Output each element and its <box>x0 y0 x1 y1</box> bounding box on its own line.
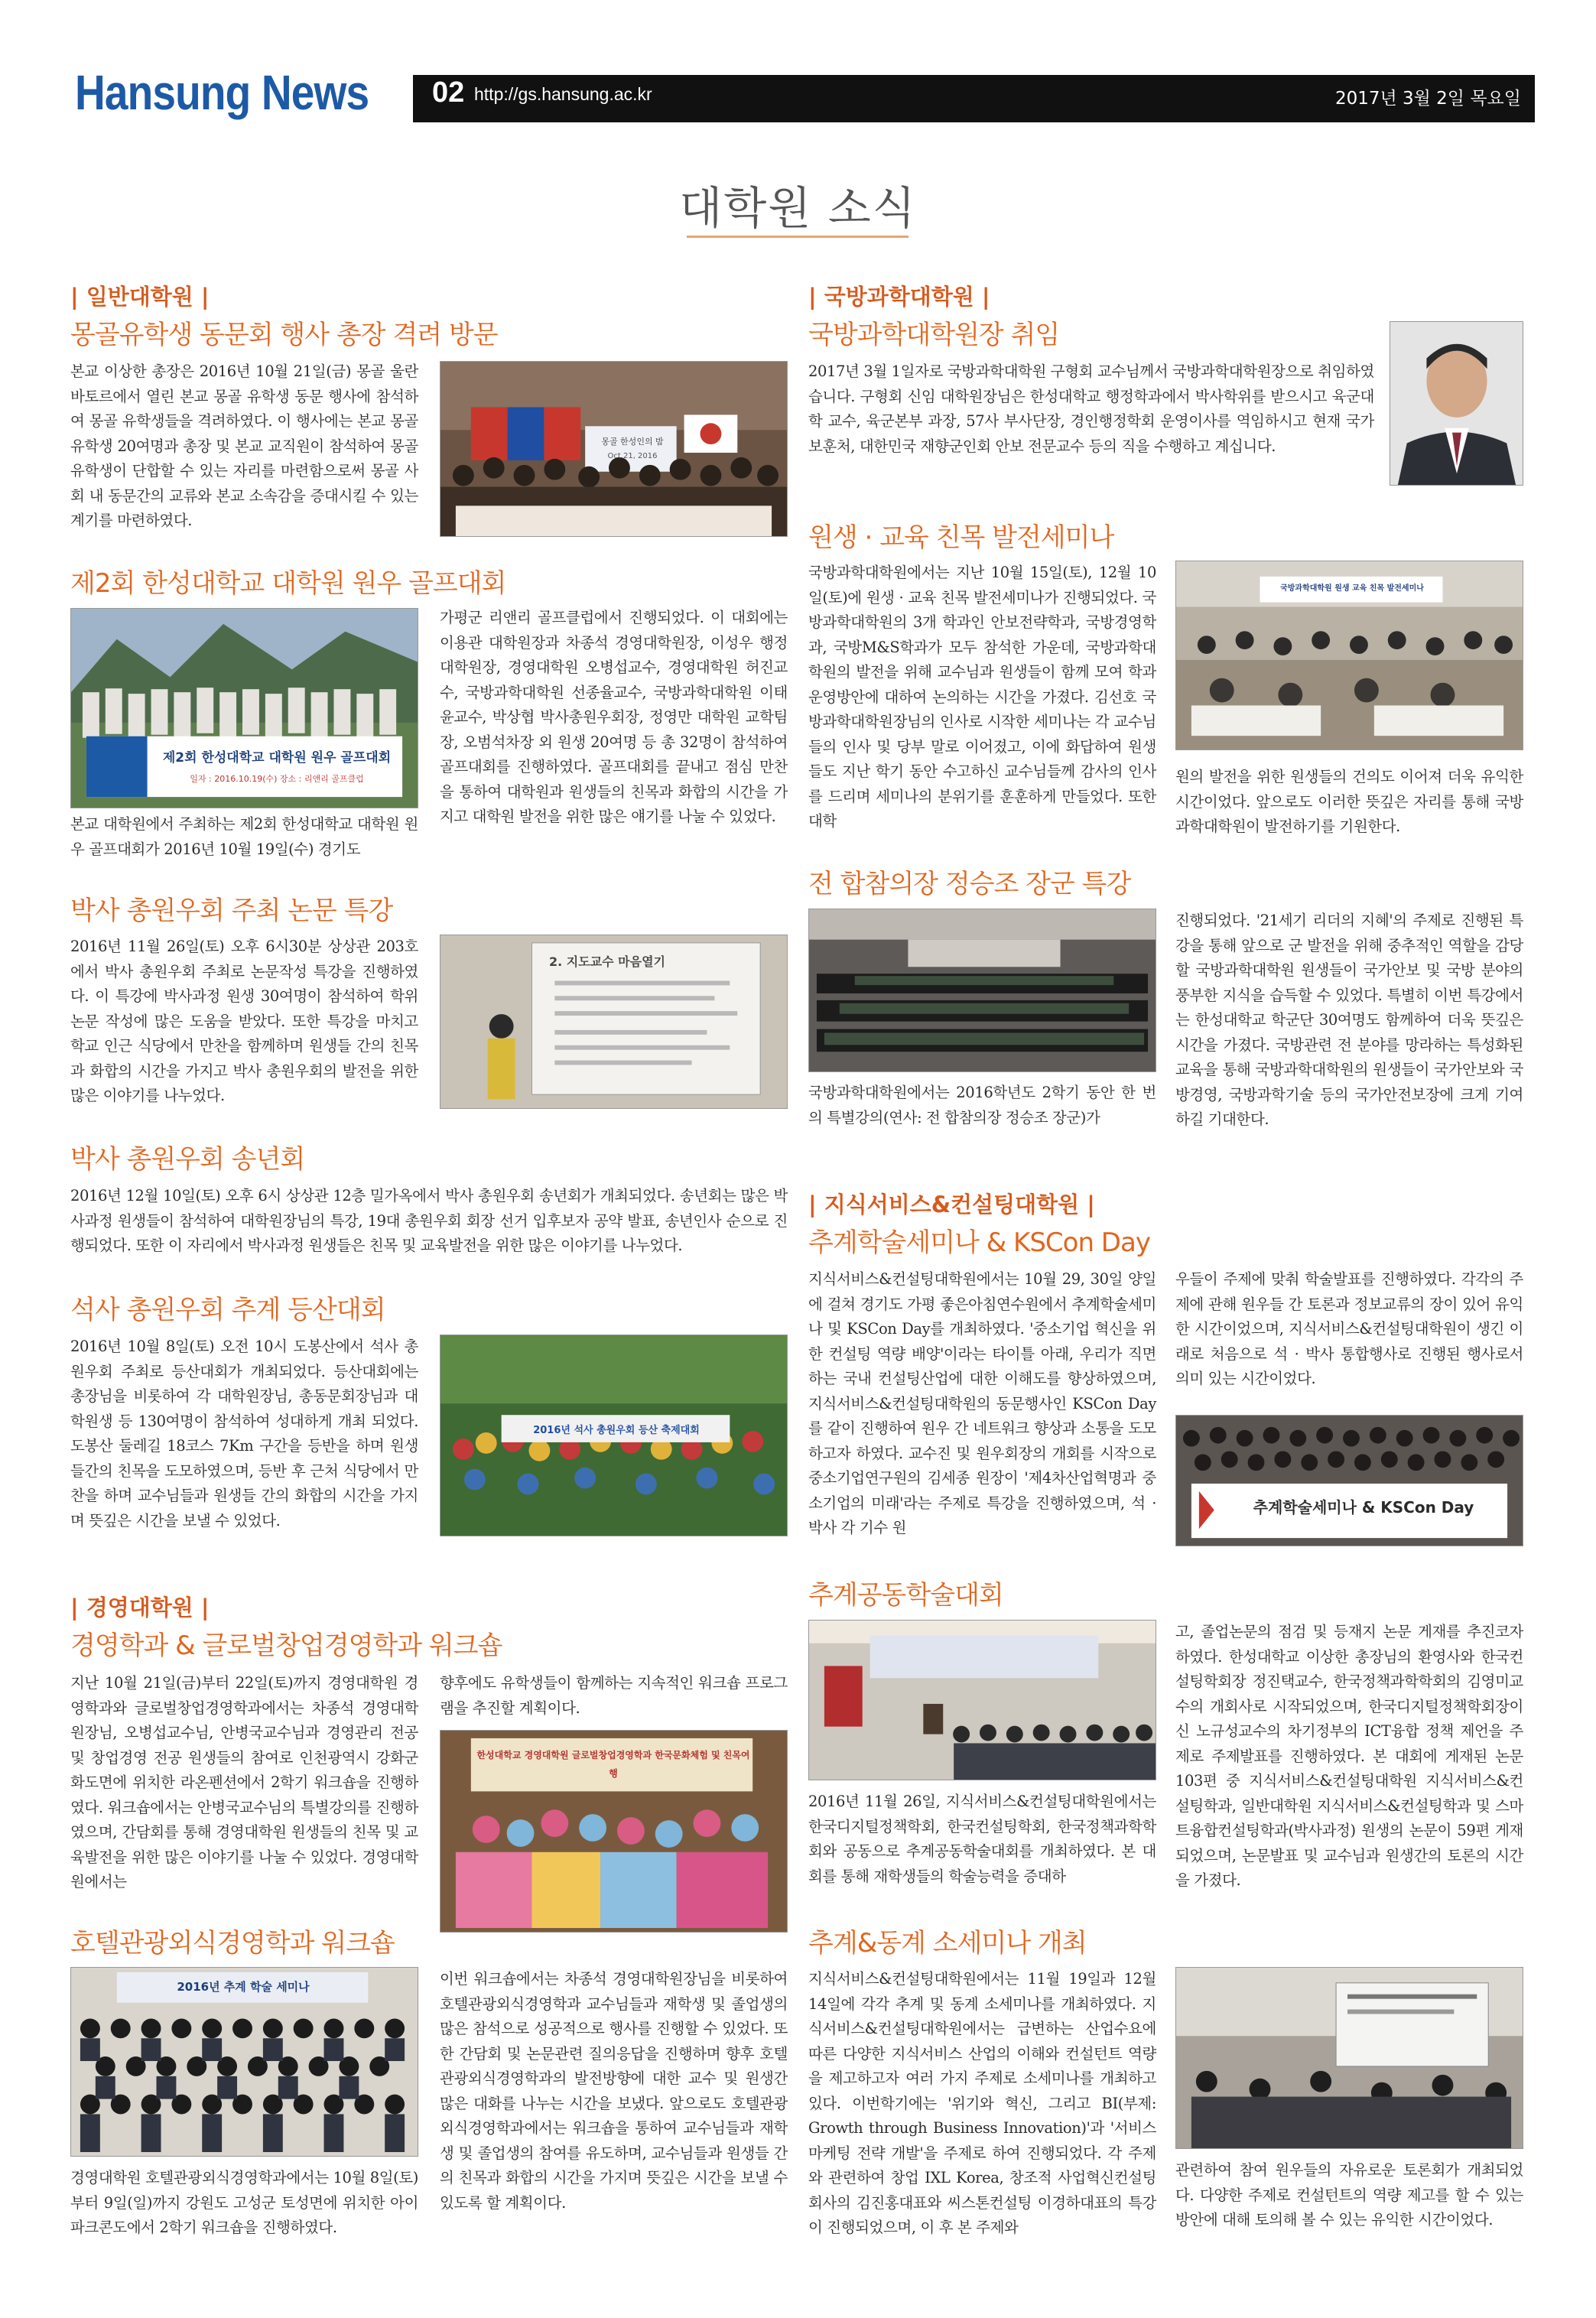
text-kscon-left: 지식서비스&컨설팅대학원에서는 10월 29, 30일 양일에 걸쳐 경기도 가평 좋은아침연수원에서 추계학술세미나 및 KSCon Day를 개최하였다. '중소기업 혁신을 위한 컨설팅 역량 배양'이라는 타이틀 아래, 우리가 직면하는 국내 컨설팅산업에 대한 이해도를 향상하였으며, 지식서비스&컨설팅대학원의 동문행사인 KSCon Day를 같이 진행하여 원우 간 네트워크 향상과 소통을 도모하고자 하였다. 교수진 및 원우회장의 개회를 시작으로 중소기업연구원의 김세종 원장이 '제4차산업혁명과 중소기업의 미래'라는 주제로 특강을 진행하였으며, 석 · 박사 각 기수 원 <box>808 1270 1156 1536</box>
photo-banner-golf: 제2회 한성대학교 대학원 원우 골프대회 <box>162 750 392 766</box>
photo-business-workshop <box>440 1730 788 1933</box>
page-number: 02 <box>432 76 465 109</box>
photo-banner-kscon: 추계학술세미나 & KSCon Day <box>1253 1498 1474 1517</box>
photo-general-lecture <box>808 909 1156 1072</box>
photo-banner-business: 한성대학교 경영대학원 글로벌창업경영학과 한국문화체험 및 친목여행 <box>476 1750 750 1779</box>
heading-kscon-day: 추계학술세미나 & KSCon Day <box>808 1227 1150 1258</box>
text-hotel-workshop-left: 경영대학원 호텔관광외식경영학과에서는 10월 8일(토)부터 9일(일)까지 강원도 고성군 토성면에 위치한 아이파크콘도에서 2학기 워크숍을 진행하였다. <box>70 2169 419 2236</box>
photo-date-mongol: Oct 21, 2016 <box>607 452 658 460</box>
text-defense-seminar-left: 국방과학대학원에서는 지난 10월 15일(토), 12월 10일(토)에 원생 · 교육 친목 발전세미나가 진행되었다. 국방과학대학원의 3개 학과인 안보전략학과, 국방경영학과, 국방M&S학과가 모두 참석한 가운데, 국방과학대학원의 발전을 위해 교수님과 원생들이 함께 모여 학과운영방안에 대하여 논의하는 시간을 가졌다. 김선호 국방과학대학원장님의 인사로 시작한 세미나는 각 교수님들의 인사 및 당부 말로 이어졌고, 이에 화답하여 원생들도 지난 학기 동안 수고하신 교수님들께 감사의 인사를 드리며 세미나의 분위기를 훈훈하게 만들었다. 또한 대학 <box>808 564 1156 830</box>
photo-banner-mongol: 몽골 한성인의 밤 <box>601 437 664 447</box>
text-business-workshop-right: 향후에도 유학생들이 함께하는 지속적인 워크숍 프로그램을 추진할 계획이다. <box>440 1674 788 1717</box>
text-golf-right: 가평군 리앤리 골프클럽에서 진행되었다. 이 대회에는 이용관 대학원장과 차종석 경영대학원장, 이성우 행정대학원장, 경영대학원 오병섭교수, 경영대학원 허진교수, 국방과학대학원 선종율교수, 국방과학대학원 이태윤교수, 박상협 박사총원우회장, 정영만 대학원 교학팀장, 오범석차장 외 원생 20여명 등 총 32명이 참석하여 골프대회를 진행하였다. 골프대회를 끝내고 점심 만찬을 통하여 대학원과 원생들의 친목과 화합의 시간을 가지고 대학원 발전을 위한 많은 얘기를 나눌 수 있었다. <box>440 609 788 825</box>
heading-defense-seminar: 원생 · 교육 친목 발전세미나 <box>808 522 1114 553</box>
text-general-lecture-left: 국방과학대학원에서는 2016학년도 2학기 동안 한 번의 특별강의(연사: 전 합참의장 정승조 장군)가 <box>808 1084 1156 1126</box>
heading-phd-lecture: 박사 총원우회 주최 논문 특강 <box>70 896 393 926</box>
photo-banner-hiking: 2016년 석사 총원우회 등산 축제대회 <box>533 1425 700 1436</box>
site-url[interactable]: http://gs.hansung.ac.kr <box>474 84 652 104</box>
text-phd-lecture: 2016년 11월 26일(토) 오후 6시30분 상상관 203호에서 박사 총원우회 주최로 논문작성 특강을 진행하였다. 이 특강에 박사과정 원생 30여명이 참석하여 학위 논문 작성에 많은 도움을 받았다. 또한 특강을 마치고 학교 인근 식당에서 만찬을 함께하며 원생들 간의 친목과 화합의 시간을 가지고 박사 총원우회의 발전을 위한 많은 이야기를 나누었다. <box>70 938 418 1104</box>
text-masters-hiking: 2016년 10월 8일(토) 오전 10시 도봉산에서 석사 총원우회 주최로 등산대회가 개최되었다. 등산대회에는 총장님을 비롯하여 각 대학원장님, 총동문회장님과 대학원생 등 130여명이 참석하여 성대하게 개최 되었다. 도봉산 둘레길 18코스 7Km 구간을 등반을 하며 원생들간의 친목을 도모하였으며, 등반 후 근처 식당에서 만찬을 하며 교수님들과 원생들 간의 화합의 시간을 가지며 뜻깊은 시간을 보낼 수 있었다. <box>70 1338 418 1530</box>
text-mongol-alumni: 본교 이상한 총장은 2016년 10월 21일(금) 몽골 울란바토르에서 열린 본교 몽골 유학생 동문 행사에 참석하여 몽골 유학생들을 격려하였다. 이 행사에는 본교 몽골 유학생 20여명과 총장 및 본교 교직원이 참석하여 몽골 유학생이 단합할 수 있는 자리를 마련함으로써 몽골 사회 내 동문간의 교류와 본교 소속감을 증대시킬 수 있는 계기를 마련하였다. <box>70 362 418 529</box>
text-mini-seminar-left: 지식서비스&컨설팅대학원에서는 11월 19일과 12월 14일에 각각 추계 및 동계 소세미나를 개최하였다. 지식서비스&컨설팅대학원에서는 급변하는 산업수요에 따른 다양한 지식서비스 산업의 이해와 컨설턴트 역량을 제고하고자 여러 가지 주제로 소세미나를 개최하고 있다. 이번학기에는 '위기와 혁신, 그리고 BI(부제: Growth through Business Innovation)'과 '서비스 마케팅 전략 개발'을 주제로 하여 진행되었다. 각 주제와 관련하여 창업 IXL Korea, 창조적 사업혁신컨설팅 회사의 김진홍대표와 씨스톤컨설팅 이경하대표의 특강이 진행되었으며, 이 후 본 주제와 <box>808 1970 1156 2236</box>
photo-golf-tournament <box>70 608 418 808</box>
photo-mongol-alumni <box>440 361 788 537</box>
photo-masters-hiking <box>440 1335 788 1536</box>
heading-mini-seminar: 추계&동계 소세미나 개최 <box>808 1928 1087 1959</box>
heading-hotel-workshop: 호텔관광외식경영학과 워크숍 <box>70 1928 395 1959</box>
text-business-workshop-left: 지난 10월 21일(금)부터 22일(토)까지 경영대학원 경영학과와 글로벌창업경영학과에서는 차종석 경영대학원장님, 오병섭교수님, 안병국교수님과 경영관리 전공 및 창업경영 전공 원생들의 참여로 인천광역시 강화군 화도면에 위치한 라온펜션에서 2학기 워크숍을 진행하였다. 워크숍에서는 안병국교수님의 특별강의를 진행하였으며, 간담회를 통해 경영대학원 원생들의 친목 및 교육발전을 위한 많은 이야기를 나눌 수 있었다. 경영대학원에서는 <box>70 1674 418 1890</box>
photo-banner-defense-seminar: 국방과학대학원 원생 교육 친목 발전세미나 <box>1280 584 1424 593</box>
photo-banner-hotel: 2016년 추계 학술 세미나 <box>177 1980 310 1994</box>
title-underline <box>687 236 909 238</box>
heading-phd-yearend: 박사 총원우회 송년회 <box>70 1144 305 1175</box>
heading-general-lecture: 전 합참의장 정승조 장군 특강 <box>808 869 1131 899</box>
photo-defense-seminar <box>1175 561 1523 750</box>
category-defense-school: | 국방과학대학원 | <box>808 284 990 310</box>
category-business-school: | 경영대학원 | <box>70 1595 210 1621</box>
text-golf-left: 본교 대학원에서 주최하는 제2회 한성대학교 대학원 원우 골프대회가 2016년 10월 19일(수) 경기도 <box>70 815 418 858</box>
portrait-defense-dean <box>1390 321 1523 486</box>
photo-mini-seminar <box>1175 1967 1523 2149</box>
text-phd-yearend: 2016년 12월 10일(토) 오후 6시 상상관 12층 밀가옥에서 박사 총원우회 송년회가 개최되었다. 송년회는 많은 박사과정 원생들이 참석하여 대학원장님의 특강, 19대 총원우회 회장 선거 입후보자 공약 발표, 송년인사 순으로 진행되었다. 또한 이 자리에서 박사과정 원생들은 친목 및 교육발전을 위한 많은 이야기를 나누었다. <box>70 1187 788 1254</box>
text-hotel-workshop-right: 이번 워크숍에서는 차종석 경영대학원장님을 비롯하여 호텔관광외식경영학과 교수님들과 재학생 및 졸업생의 많은 참석으로 성공적으로 행사를 진행할 수 있었다. 또한 간담회 및 논문관련 질의응답을 진행하며 향후 호텔관광외식경영학과의 발전방향에 대한 교수 및 원생간 많은 대화를 나누는 시간을 보냈다. 앞으로도 호텔관광외식경영학과에서는 워크숍을 통하여 교수님들과 재학생 및 졸업생의 참여를 유도하며, 교수님들과 원생들 간의 친목과 화합의 시간을 가지며 뜻깊은 시간을 보낼 수 있도록 할 계획이다. <box>440 1970 788 2212</box>
photo-phd-lecture <box>440 935 788 1109</box>
text-joint-conference-right: 고, 졸업논문의 점검 및 등재지 논문 게재를 추진코자 하였다. 한성대학교 이상한 총장님의 환영사와 한국컨설팅학회장 정진택교수, 한국정책과학학회의 김영미교수의 개회사로 시작되었으며, 한국디지털정책학회장이신 노규성교수의 차기정부의 ICT융합 정책 제언을 주제로 주제발표를 진행하였다. 본 대회에 게재된 논문 103편 중 지식서비스&컨설팅대학원 지식서비스&컨설팅학과, 일반대학원 지식서비스&컨설팅학과 및 스마트융합컨설팅학과(박사과정) 원생의 논문이 59편 게재되었으며, 논문발표 및 교수님과 원생간의 토론의 시간을 가졌다. <box>1175 1623 1523 1889</box>
heading-defense-dean: 국방과학대학원장 취임 <box>808 320 1060 350</box>
photo-kscon-day <box>1175 1415 1523 1546</box>
text-kscon-right: 우들이 주제에 맞춰 학술발표를 진행하였다. 각각의 주제에 관해 원우들 간 토론과 정보교류의 장이 있어 유익한 시간이었으며, 지식서비스&컨설팅대학원이 생긴 이래로 처음으로 석 · 박사 통합행사로 진행된 행사로서 의미 있는 시간이었다. <box>1175 1270 1523 1387</box>
heading-business-workshop: 경영학과 & 글로벌창업경영학과 워크숍 <box>70 1630 502 1661</box>
category-graduate-school: | 일반대학원 | <box>70 284 210 310</box>
logo: Hansung News <box>75 65 369 120</box>
heading-joint-conference: 추계공동학술대회 <box>808 1580 1003 1611</box>
category-knowledge-service-school: | 지식서비스&컨설팅대학원 | <box>808 1192 1095 1218</box>
heading-golf-tournament: 제2회 한성대학교 대학원 원우 골프대회 <box>70 568 506 599</box>
text-joint-conference-left: 2016년 11월 26일, 지식서비스&컨설팅대학원에서는 한국디지털정책학회, 한국컨설팅학회, 한국정책과학학회와 공동으로 추계공동학술대회를 개최하였다. 본 대회를 통해 재학생들의 학술능력을 증대하 <box>808 1793 1156 1885</box>
page-title: 대학원 소식 <box>679 182 917 234</box>
photo-joint-conference <box>808 1620 1156 1780</box>
heading-masters-hiking: 석사 총원우회 추계 등산대회 <box>70 1295 385 1325</box>
text-mini-seminar-right: 관련하여 참여 원우들의 자유로운 토론회가 개최되었다. 다양한 주제로 컨설턴트의 역량 제고를 할 수 있는 방안에 대해 토의해 볼 수 있는 유익한 시간이었다. <box>1175 2161 1523 2229</box>
photo-sub-golf: 일자 : 2016.10.19(수) 장소 : 리앤리 골프클럽 <box>190 774 364 784</box>
text-defense-dean: 2017년 3월 1일자로 국방과학대학원 구형회 교수님께서 국방과학대학원장으로 취임하였습니다. 구형회 신임 대학원장님은 한성대학교 행정학과에서 박사학위를 받으시고 육군대학 교수, 육군본부 과장, 57사 부사단장, 경인행정학회 운영이사를 역임하시고 현재 국가보훈처, 대한민국 재향군인회 안보 전문교수 등의 직을 수행하고 계십니다. <box>808 362 1374 455</box>
text-general-lecture-right: 진행되었다. '21세기 리더의 지혜'의 주제로 진행된 특강을 통해 앞으로 군 발전을 위해 중추적인 역할을 감당할 국방과학대학원 원생들이 국가안보 및 국방 분야의 풍부한 지식을 습득할 수 있었다. 특별히 이번 특강에서는 한성대학교 학군단 30여명도 함께하여 더욱 뜻깊은 시간을 가졌다. 국방관련 전 분야를 망라하는 특성화된 교육을 통해 국방과학대학원의 원생들이 국가안보와 국방경영, 국방과학기술 등의 국가안전보장에 크게 기여하길 기대한다. <box>1175 912 1523 1128</box>
heading-mongol-alumni: 몽골유학생 동문회 행사 총장 격려 방문 <box>70 320 498 350</box>
slide-title-phd: 2. 지도교수 마음열기 <box>549 954 665 969</box>
issue-date: 2017년 3월 2일 목요일 <box>1334 89 1521 109</box>
text-defense-seminar-right: 원의 발전을 위한 원생들의 건의도 이어져 더욱 유익한 시간이었다. 앞으로도 이러한 뜻깊은 자리를 통해 국방과학대학원이 발전하기를 기원한다. <box>1175 768 1523 835</box>
photo-hotel-workshop <box>70 1967 418 2157</box>
